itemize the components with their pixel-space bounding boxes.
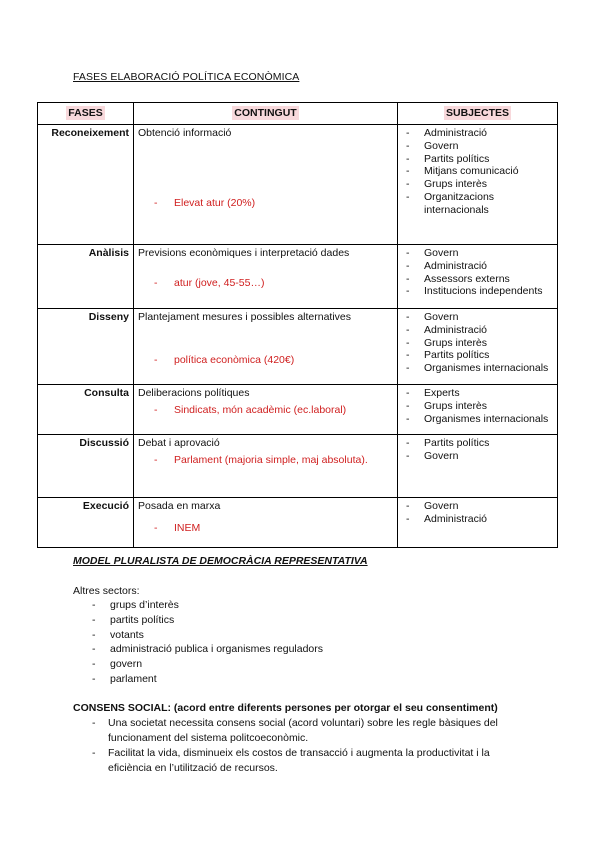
- document-title: FASES ELABORACIÓ POLÍTICA ECONÒMICA: [73, 71, 300, 83]
- list-item: - Grups interès: [402, 337, 553, 350]
- subjects-list: [402, 437, 553, 463]
- content-cell: [134, 435, 398, 498]
- content-note: - INEM: [138, 522, 393, 535]
- content-text: Posada en marxa: [138, 500, 221, 512]
- list-item: - Govern: [402, 311, 553, 324]
- content-note: - atur (jove, 45-55…): [138, 277, 393, 290]
- subjects-cell: [398, 125, 558, 245]
- list-item: - Grups interès: [402, 400, 553, 413]
- header-subjectes: SUBJECTES: [398, 103, 558, 125]
- content-text: Obtenció informació: [138, 127, 232, 139]
- content-note: - Elevat atur (20%): [138, 197, 393, 210]
- phases-table: [37, 102, 558, 548]
- header-fases: FASES: [38, 103, 134, 125]
- list-item: - Govern: [402, 450, 553, 463]
- list-item: - Mitjans comunicació: [402, 165, 553, 178]
- subjects-cell: [398, 309, 558, 385]
- list-item: - Organitzacions internacionals: [402, 191, 553, 217]
- list-item: - votants: [88, 628, 323, 643]
- list-item: - grups d’interès: [88, 598, 323, 613]
- list-item: - parlament: [88, 672, 323, 687]
- list-item: - Govern: [402, 247, 553, 260]
- list-item: - Administració: [402, 324, 553, 337]
- list-item: - Assessors externs: [402, 273, 553, 286]
- content-cell: [134, 125, 398, 245]
- phase-cell: Disseny: [38, 309, 134, 385]
- list-item: - Govern: [402, 140, 553, 153]
- list-item: - Organismes internacionals: [402, 413, 553, 426]
- subjects-cell: [398, 498, 558, 548]
- table-row: [38, 245, 558, 309]
- table-row: [38, 309, 558, 385]
- list-item: - Administració: [402, 260, 553, 273]
- list-item: - Una societat necessita consens social (acord voluntari) sobre les regle bàsiques del funcionament del sistema politcoeconòmic.: [88, 716, 528, 746]
- subjects-list: [402, 311, 553, 375]
- phase-cell: Execució: [38, 498, 134, 548]
- content-cell: [134, 309, 398, 385]
- table-row: [38, 498, 558, 548]
- table-row: [38, 435, 558, 498]
- list-item: - Grups interès: [402, 178, 553, 191]
- table-header-row: [38, 103, 558, 125]
- content-note: - política econòmica (420€): [138, 354, 393, 367]
- subjects-list: [402, 387, 553, 425]
- list-item: - administració publica i organismes reguladors: [88, 642, 323, 657]
- content-cell: [134, 245, 398, 309]
- content-text: Plantejament mesures i possibles alternatives: [138, 311, 352, 323]
- list-item: - govern: [88, 657, 323, 672]
- content-text: Deliberacions polítiques: [138, 387, 250, 399]
- table-row: [38, 125, 558, 245]
- model-title: MODEL PLURALISTA DE DEMOCRÀCIA REPRESENTATIVA: [73, 555, 368, 567]
- list-item: - Partits polítics: [402, 349, 553, 362]
- list-item: - partits polítics: [88, 613, 323, 628]
- phase-cell: Anàlisis: [38, 245, 134, 309]
- consens-list: [88, 716, 528, 776]
- list-item: - Facilitat la vida, disminueix els costos de transacció i augmenta la productivitat i la eficiència en l’utilització de recursos.: [88, 746, 528, 776]
- subjects-cell: [398, 435, 558, 498]
- list-item: - Experts: [402, 387, 553, 400]
- subjects-list: [402, 500, 553, 526]
- subjects-list: [402, 127, 553, 217]
- sectors-list: [88, 598, 323, 687]
- subjects-cell: [398, 245, 558, 309]
- list-item: - Organismes internacionals: [402, 362, 553, 375]
- phase-cell: Consulta: [38, 385, 134, 435]
- phase-cell: Reconeixement: [38, 125, 134, 245]
- subjects-cell: [398, 385, 558, 435]
- list-item: - Partits polítics: [402, 153, 553, 166]
- list-item: - Administració: [402, 127, 553, 140]
- consens-heading: CONSENS SOCIAL: (acord entre diferents persones per otorgar el seu consentiment): [73, 702, 498, 714]
- content-note: - Sindicats, món acadèmic (ec.laboral): [138, 404, 393, 417]
- others-label: Altres sectors:: [73, 585, 140, 597]
- content-text: Debat i aprovació: [138, 437, 220, 449]
- list-item: - Partits polítics: [402, 437, 553, 450]
- list-item: - Govern: [402, 500, 553, 513]
- content-text: Previsions econòmiques i interpretació dades: [138, 247, 350, 259]
- content-cell: [134, 385, 398, 435]
- header-contingut: CONTINGUT: [134, 103, 398, 125]
- list-item: - Institucions independents: [402, 285, 553, 298]
- subjects-list: [402, 247, 553, 298]
- content-note: - Parlament (majoria simple, maj absoluta).: [138, 454, 393, 467]
- content-cell: [134, 498, 398, 548]
- table-row: [38, 385, 558, 435]
- list-item: - Administració: [402, 513, 553, 526]
- phase-cell: Discussió: [38, 435, 134, 498]
